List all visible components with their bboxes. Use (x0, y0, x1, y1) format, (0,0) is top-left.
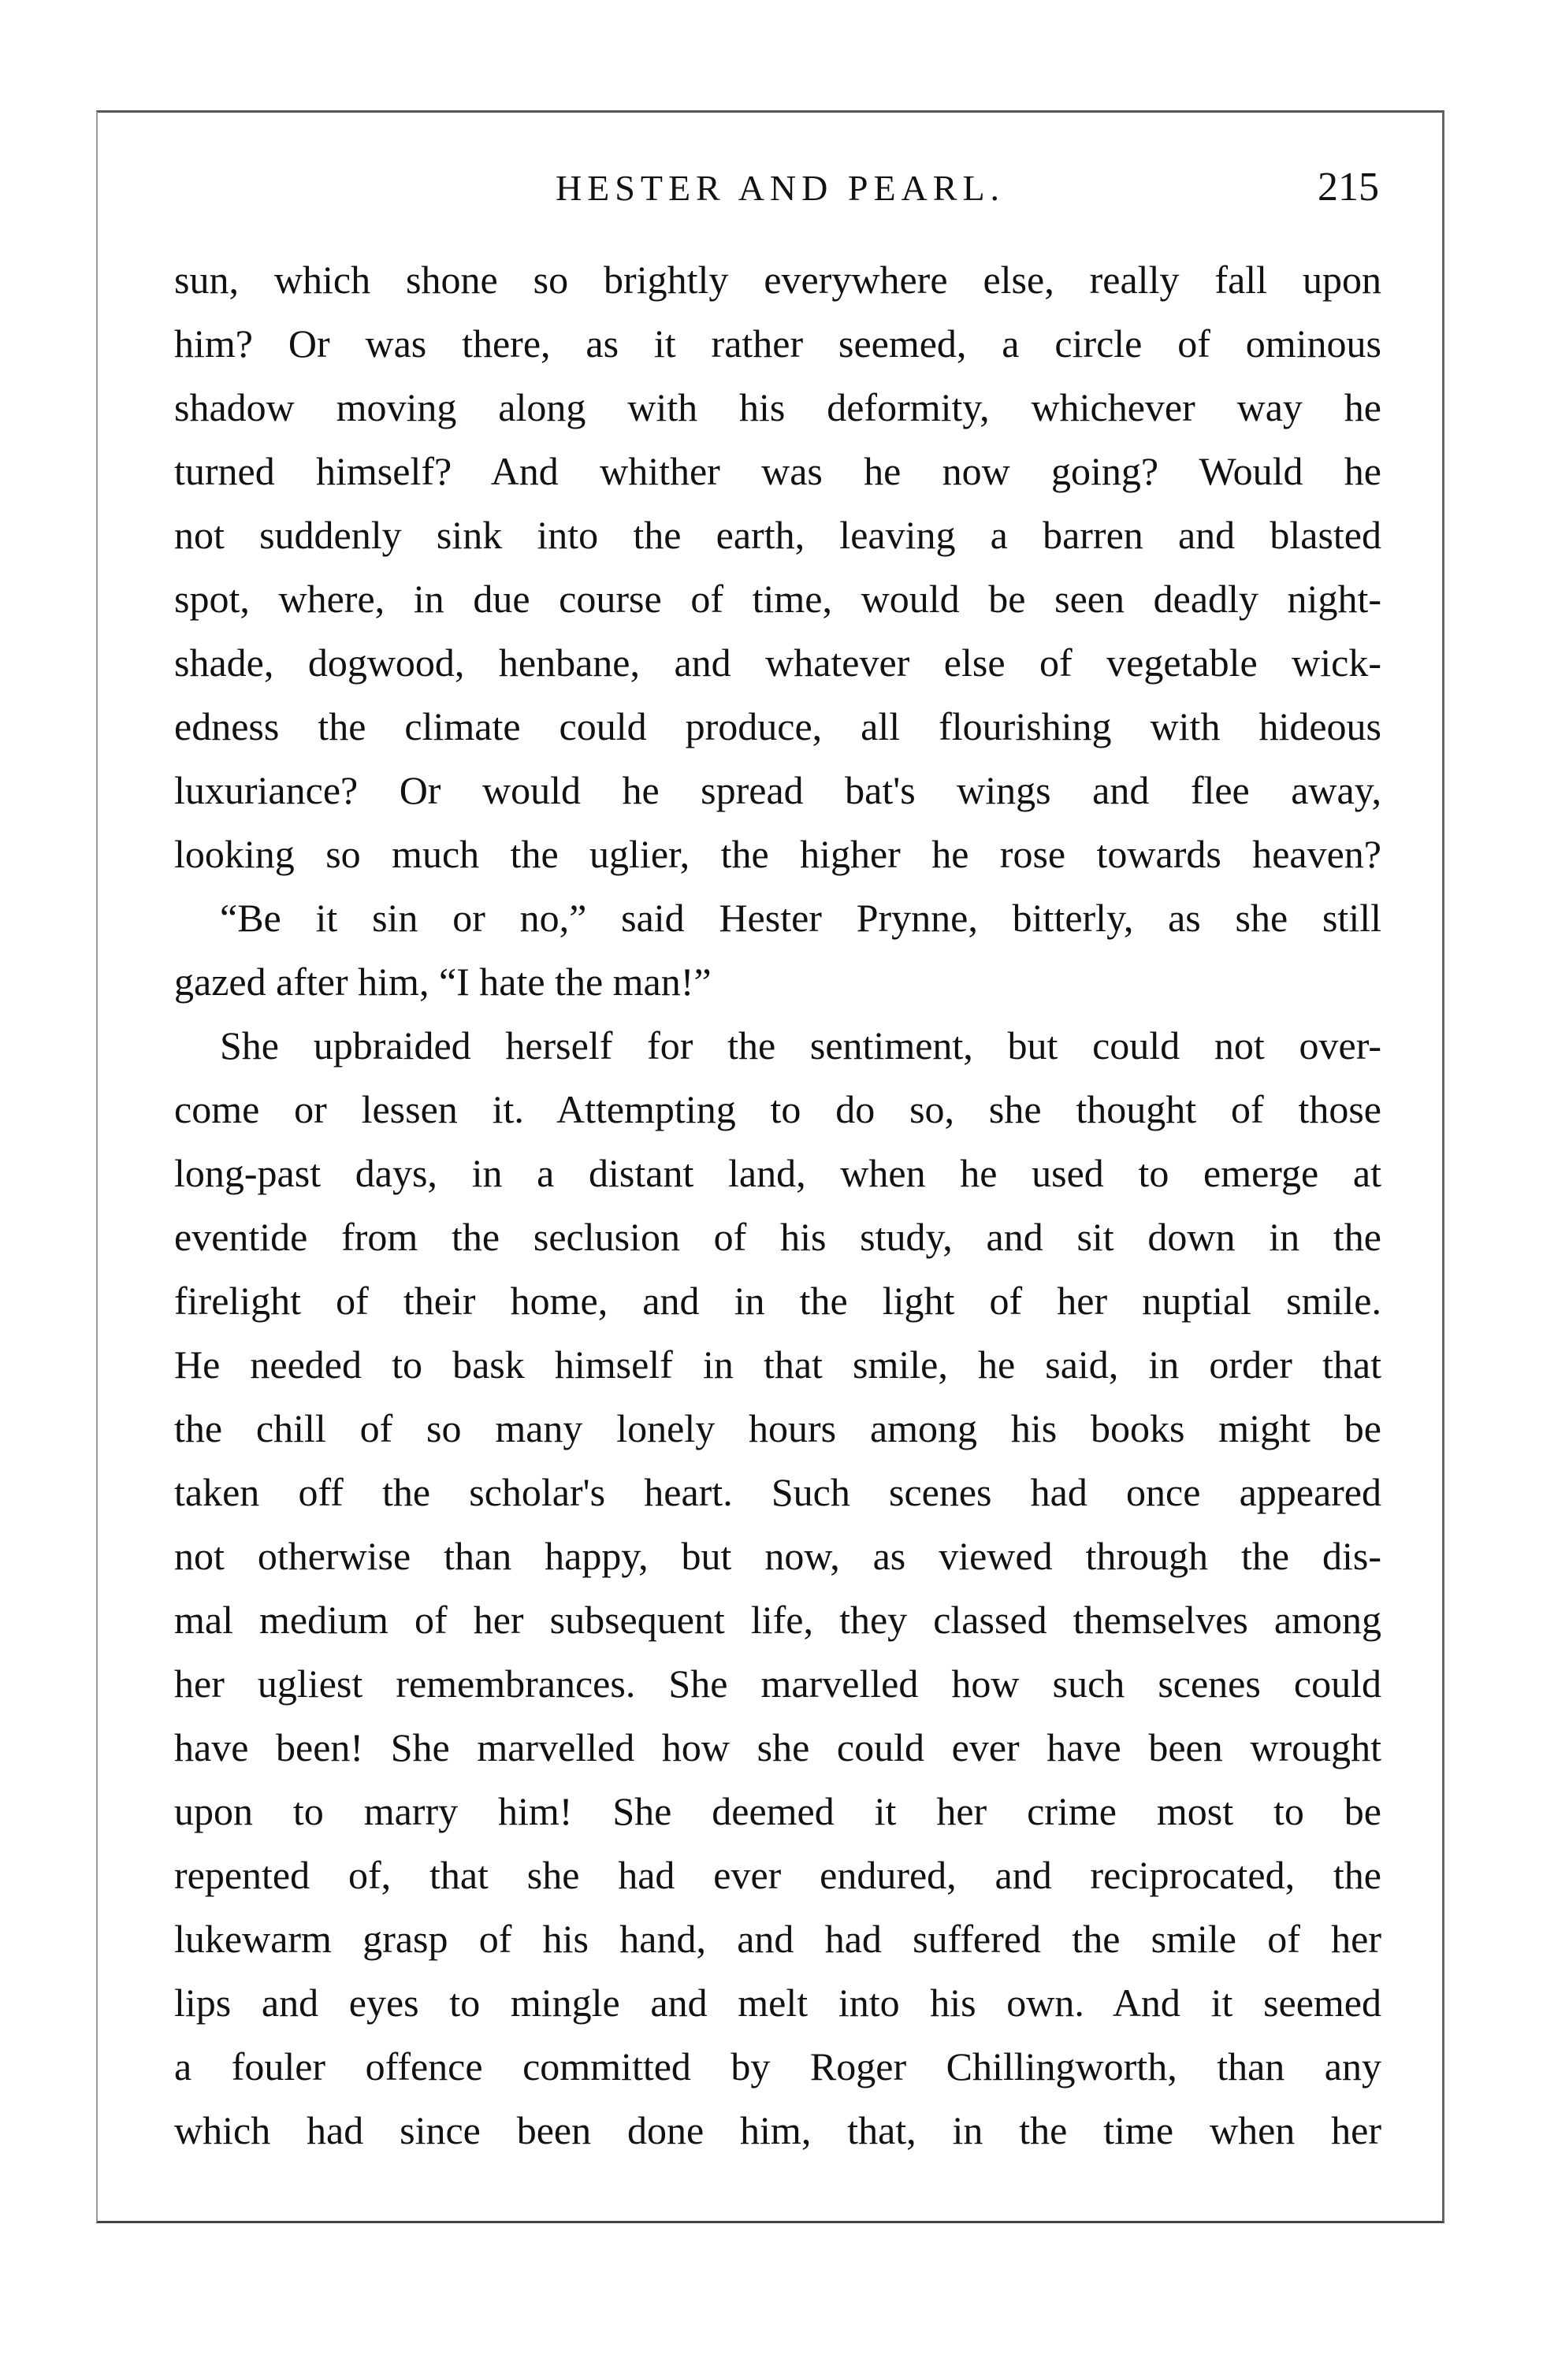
text-line: shadow moving along with his deformity, whichever way he (174, 385, 1381, 429)
running-head-title: HESTER AND PEARL. (555, 168, 1006, 208)
text-line: spot, where, in due course of time, would be seen deadly night- (174, 577, 1381, 621)
text-line: long-past days, in a distant land, when he used to emerge at (174, 1151, 1381, 1195)
text-line: firelight of their home, and in the light of her nuptial smile. (174, 1279, 1381, 1323)
text-line: her ugliest remembrances. She marvelled how such scenes could (174, 1662, 1381, 1706)
text-line: a fouler offence committed by Roger Chillingworth, than any (174, 2044, 1381, 2089)
text-line: taken off the scholar's heart. Such scenes had once appeared (174, 1470, 1381, 1514)
body-text (174, 248, 1381, 2163)
page-number: 215 (1318, 165, 1379, 210)
text-line: which had since been done him, that, in the time when her (174, 2108, 1381, 2152)
text-line: shade, dogwood, henbane, and whatever else of vegetable wick- (174, 640, 1381, 685)
text-line: have been! She marvelled how she could ever have been wrought (174, 1725, 1381, 1769)
text-line: “Be it sin or no,” said Hester Prynne, bitterly, as she still (220, 896, 1381, 940)
text-line: eventide from the seclusion of his study, and sit down in the (174, 1215, 1381, 1259)
text-line: looking so much the uglier, the higher he rose towards heaven? (174, 832, 1381, 876)
text-line: luxuriance? Or would he spread bat's wings and flee away, (174, 768, 1381, 812)
text-line: the chill of so many lonely hours among his books might be (174, 1406, 1381, 1450)
running-head (0, 167, 1554, 214)
text-line: come or lessen it. Attempting to do so, she thought of those (174, 1087, 1381, 1131)
text-line: not suddenly sink into the earth, leaving a barren and blasted (174, 513, 1381, 557)
text-line: edness the climate could produce, all flourishing with hideous (174, 704, 1381, 748)
text-line: not otherwise than happy, but now, as viewed through the dis- (174, 1534, 1381, 1578)
text-line: turned himself? And whither was he now going? Would he (174, 449, 1381, 493)
text-line: sun, which shone so brightly everywhere else, really fall upon (174, 258, 1381, 302)
text-line: She upbraided herself for the sentiment, but could not over- (220, 1023, 1381, 1067)
text-line: He needed to bask himself in that smile, he said, in order that (174, 1342, 1381, 1387)
text-line: lips and eyes to mingle and melt into his own. And it seemed (174, 1981, 1381, 2025)
text-line: gazed after him, “I hate the man!” (174, 960, 712, 1004)
text-line: repented of, that she had ever endured, and reciprocated, the (174, 1853, 1381, 1897)
text-line: upon to marry him! She deemed it her crime most to be (174, 1789, 1381, 1833)
text-line: mal medium of her subsequent life, they classed themselves among (174, 1598, 1381, 1642)
text-line: lukewarm grasp of his hand, and had suffered the smile of her (174, 1917, 1381, 1961)
text-line: him? Or was there, as it rather seemed, a circle of ominous (174, 321, 1381, 366)
